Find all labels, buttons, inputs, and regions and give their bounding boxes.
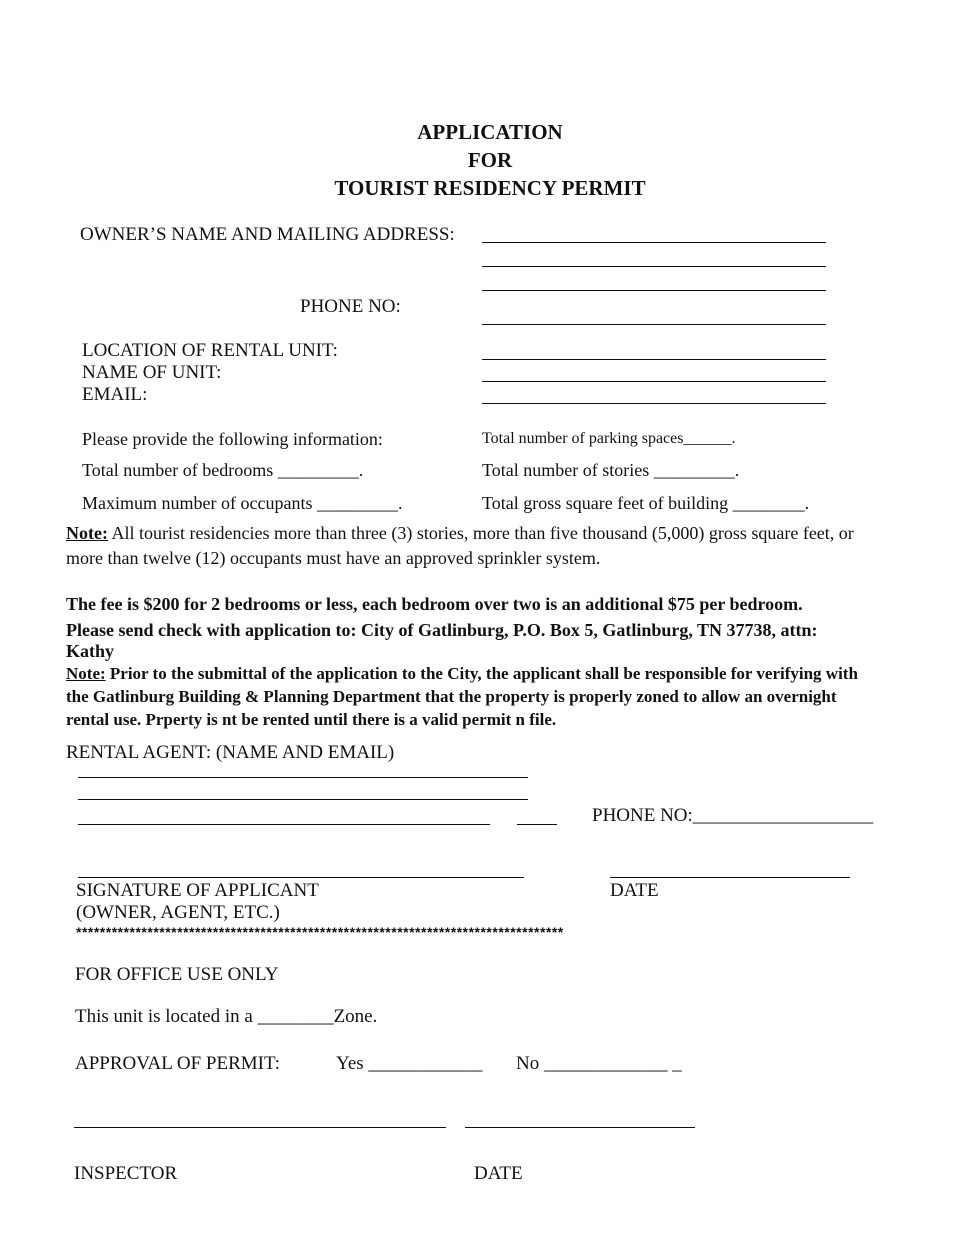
owner-address-line-1[interactable]	[482, 266, 826, 267]
fee-line-2: Please send check with application to: City of Gatlinburg, P.O. Box 5, Gatlinburg, TN 37738, attn:	[66, 620, 818, 640]
fee-line-1: The fee is $200 for 2 bedrooms or less, each bedroom over two is an additional $75 per bedroom.	[66, 594, 803, 614]
signature-line[interactable]	[78, 877, 524, 878]
inspector-signature-line[interactable]	[74, 1127, 446, 1128]
signature-date-label: DATE	[610, 880, 659, 901]
agent-line-3-extension[interactable]	[517, 824, 557, 825]
fee-line-3: Kathy	[66, 641, 115, 661]
signature-label: SIGNATURE OF APPLICANT	[76, 880, 319, 901]
info-intro: Please provide the following information:	[82, 429, 383, 449]
owner-phone-line[interactable]	[482, 324, 826, 325]
agent-line-2[interactable]	[78, 799, 528, 800]
bedrooms-field[interactable]: Total number of bedrooms _________.	[82, 460, 364, 480]
zoning-note-text: Prior to the submittal of the application to the City, the applicant shall be responsible for verifying with the Gatlinburg Building & Planning Department that the property is properly zoned to allow an overnight rental use. Prperty is nt be rented until there is a valid permit n file.	[66, 664, 858, 729]
owner-name-line[interactable]	[482, 242, 826, 243]
office-use-heading: FOR OFFICE USE ONLY	[75, 964, 279, 985]
owner-address-line-2[interactable]	[482, 290, 826, 291]
agent-line-1[interactable]	[78, 777, 528, 778]
form-title-line-2: FOR	[467, 148, 513, 172]
agent-line-3[interactable]	[78, 824, 490, 825]
unit-name-line[interactable]	[482, 381, 826, 382]
inspector-date-label: DATE	[474, 1163, 523, 1184]
location-line[interactable]	[482, 359, 826, 360]
form-title-line-1: APPLICATION	[417, 120, 563, 144]
form-title-line-3: TOURIST RESIDENCY PERMIT	[334, 176, 646, 200]
owner-phone-label: PHONE NO:	[300, 296, 401, 317]
approval-yes-field[interactable]: Yes ____________	[336, 1053, 483, 1074]
signature-sublabel: (OWNER, AGENT, ETC.)	[76, 902, 280, 923]
unit-name-label: NAME OF UNIT:	[82, 362, 222, 383]
approval-label: APPROVAL OF PERMIT:	[75, 1053, 280, 1074]
rental-agent-label: RENTAL AGENT: (NAME AND EMAIL)	[66, 742, 395, 763]
zoning-note	[66, 662, 876, 731]
parking-spaces-field[interactable]: Total number of parking spaces______.	[482, 430, 736, 447]
inspector-label: INSPECTOR	[74, 1163, 178, 1184]
approval-no-field[interactable]: No _____________ _	[516, 1053, 682, 1074]
square-feet-field[interactable]: Total gross square feet of building ________.	[482, 493, 810, 513]
zone-field[interactable]: This unit is located in a ________Zone.	[75, 1006, 378, 1027]
zoning-note-label: Note:	[66, 664, 106, 683]
owner-name-address-label: OWNER’S NAME AND MAILING ADDRESS:	[80, 224, 455, 245]
email-label: EMAIL:	[82, 384, 148, 405]
note-text: All tourist residencies more than three (3) stories, more than five thousand (5,000) gross square feet, or more than twelve (12) occupants must have an approved sprinkler system.	[66, 523, 854, 568]
signature-date-line[interactable]	[610, 877, 850, 878]
agent-phone-field[interactable]: PHONE NO:___________________	[592, 805, 874, 826]
location-label: LOCATION OF RENTAL UNIT:	[82, 340, 338, 361]
note-label: Note:	[66, 523, 108, 543]
email-line[interactable]	[482, 403, 826, 404]
stories-field[interactable]: Total number of stories _________.	[482, 460, 740, 480]
occupants-field[interactable]: Maximum number of occupants _________.	[82, 493, 403, 513]
separator-asterisks: **********************************************************************************	[76, 924, 564, 940]
sprinkler-note	[66, 521, 866, 571]
inspector-date-line[interactable]	[465, 1127, 695, 1128]
